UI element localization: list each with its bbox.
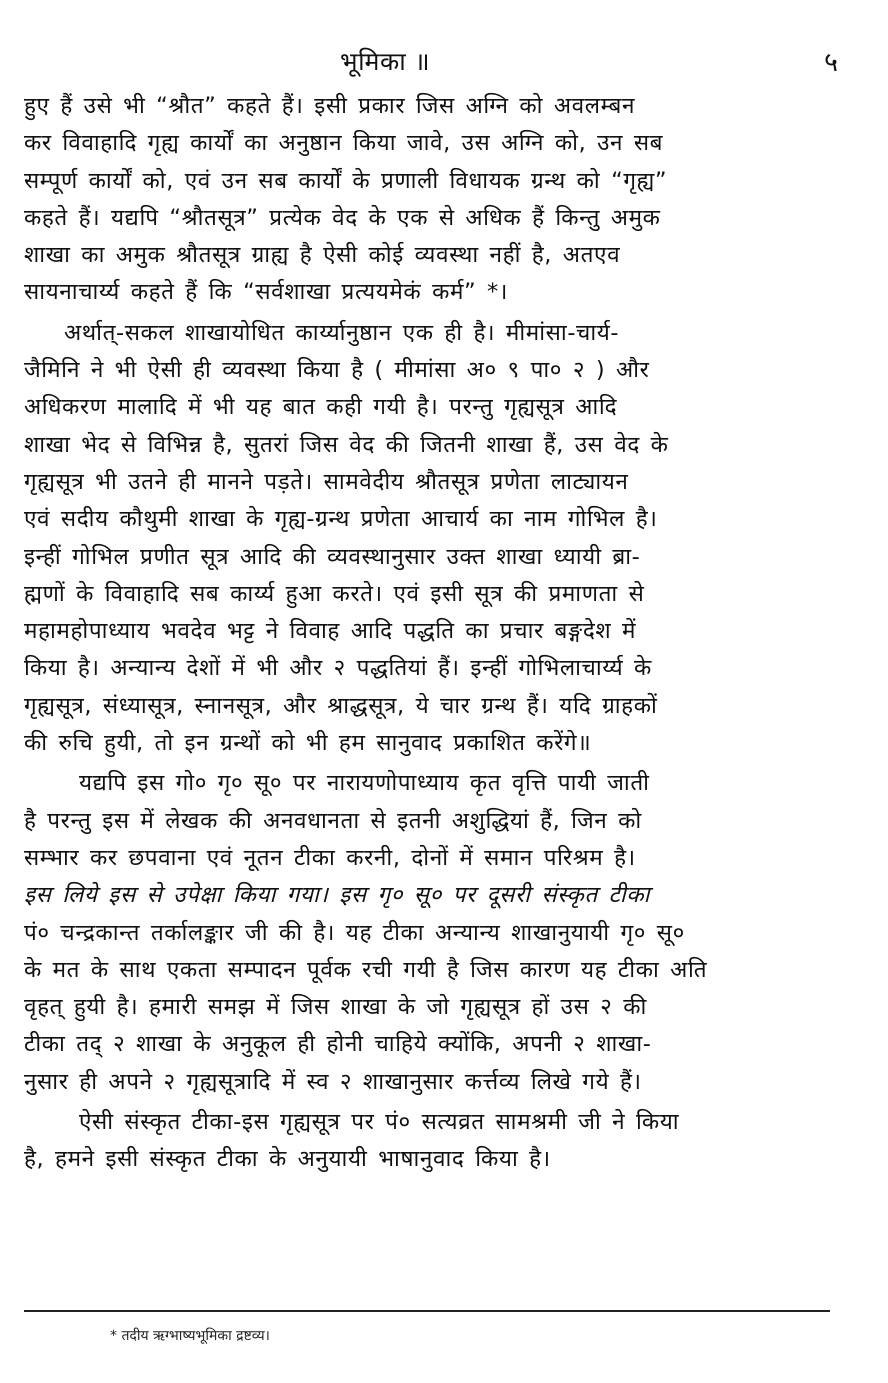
text-line: शाखा का अमुक श्रौतसूत्र ग्राह्य है ऐसी कोई व्यवस्था नहीं है, अतएव	[24, 242, 621, 269]
text-line: जैमिनि ने भी ऐसी ही व्यवस्था किया है ( मीमांसा अ० ९ पा० २ ) और	[24, 357, 650, 384]
body-text	[24, 88, 854, 1179]
text-line: के मत के साथ एकता सम्पादन पूर्वक रची गयी है जिस कारण यह टीका अति	[24, 956, 708, 983]
running-title: भूमिका ॥	[340, 47, 431, 76]
running-head	[0, 40, 888, 80]
paragraph-4	[24, 1104, 854, 1179]
text-line: एवं सदीय कौथुमी शाखा के गृह्य-ग्रन्थ प्रणेता आचार्य का नाम गोभिल है।	[24, 506, 658, 533]
text-line: गृह्यसूत्र, संध्यासूत्र, स्नानसूत्र, और श्राद्धसूत्र, ये चार ग्रन्थ हैं। यदि ग्राहकों	[24, 692, 658, 719]
paragraph-2	[24, 315, 854, 763]
text-line: ह्मणों के विवाहादि सब कार्य्य हुआ करते। एवं इसी सूत्र की प्रमाणता से	[24, 580, 645, 607]
text-line: वृहत् हुयी है। हमारी समझ में जिस शाखा के जो गृह्यसूत्र हों उस २ की	[24, 994, 647, 1021]
text-line: है, हमने इसी संस्कृत टीका के अनुयायी भाषानुवाद किया है।	[24, 1146, 551, 1173]
text-line: कर विवाहादि गृह्य कार्यों का अनुष्ठान किया जावे, उस अग्नि को, उन सब	[24, 130, 664, 157]
text-line: टीका तद् २ शाखा के अनुकूल ही होनी चाहिये क्योंकि, अपनी २ शाखा-	[24, 1031, 652, 1058]
paragraph-1	[24, 88, 854, 312]
footnote: * तदीय ऋग्भाष्यभूमिका द्रष्टव्य।	[110, 1328, 270, 1344]
text-line: गृह्यसूत्र भी उतने ही मानने पड़ते। सामवेदीय श्रौतसूत्र प्रणेता लाट्यायन	[24, 468, 629, 495]
text-line: पं० चन्द्रकान्त तर्कालङ्कार जी की है। यह टीका अन्यान्य शाखानुयायी गृ० सू०	[24, 919, 685, 946]
text-line: इस लिये इस से उपेक्षा किया गया। इस गृ० सू० पर दूसरी संस्कृत टीका	[24, 882, 651, 909]
paragraph-3	[24, 765, 854, 1101]
text-line: शाखा भेद से विभिन्न है, सुतरां जिस वेद की जितनी शाखा हैं, उस वेद के	[24, 431, 669, 458]
text-line: हुए हैं उसे भी “श्रौत” कहते हैं। इसी प्रकार जिस अग्नि को अवलम्बन	[24, 93, 636, 119]
text-line: सम्पूर्ण कार्यों को, एवं उन सब कार्यों के प्रणाली विधायक ग्रन्थ को “गृह्य”	[24, 167, 668, 194]
text-line: महामहोपाध्याय भवदेव भट्ट ने विवाह आदि पद्धति का प्रचार बङ्गदेश में	[24, 618, 637, 645]
text-line: किया है। अन्यान्य देशों में भी और २ पद्धतियां हैं। इन्हीं गोभिलाचार्य्य के	[24, 655, 652, 682]
footnote-divider	[24, 1310, 830, 1312]
text-line: यद्यपि इस गो० गृ० सू० पर नारायणोपाध्याय कृत वृत्ति पायी जाती	[79, 770, 650, 797]
text-line: की रुचि हुयी, तो इन ग्रन्थों को भी हम सानुवाद प्रकाशित करेंगे॥	[24, 730, 592, 757]
text-line: अर्थात्-सकल शाखायोधित कार्य्यानुष्ठान एक ही है। मीमांसा-चार्य-	[64, 319, 620, 346]
text-line: अधिकरण मालादि में भी यह बात कही गयी है। परन्तु गृह्यसूत्र आदि	[24, 394, 618, 421]
text-line: ऐसी संस्कृत टीका-इस गृह्यसूत्र पर पं० सत्यव्रत सामश्रमी जी ने किया	[79, 1109, 680, 1136]
text-line: नुसार ही अपने २ गृह्यसूत्रादि में स्व २ शाखानुसार कर्त्तव्य लिखे गये हैं।	[24, 1068, 642, 1095]
text-line: इन्हीं गोभिल प्रणीत सूत्र आदि की व्यवस्थानुसार उक्त शाखा ध्यायी ब्रा-	[24, 543, 641, 570]
text-line: कहते हैं। यद्यपि “श्रौतसूत्र” प्रत्येक वेद के एक से अधिक हैं किन्तु अमुक	[24, 204, 661, 231]
page-number: ५	[824, 47, 839, 78]
text-line: सम्भार कर छपवाना एवं नूतन टीका करनी, दोनों में समान परिश्रम है।	[24, 844, 636, 871]
text-line: है परन्तु इस में लेखक की अनवधानता से इतनी अशुद्धियां हैं, जिन को	[24, 807, 642, 834]
text-line: सायनाचार्य्य कहते हैं कि “सर्वशाखा प्रत्ययमेकं कर्म” *।	[24, 279, 508, 306]
